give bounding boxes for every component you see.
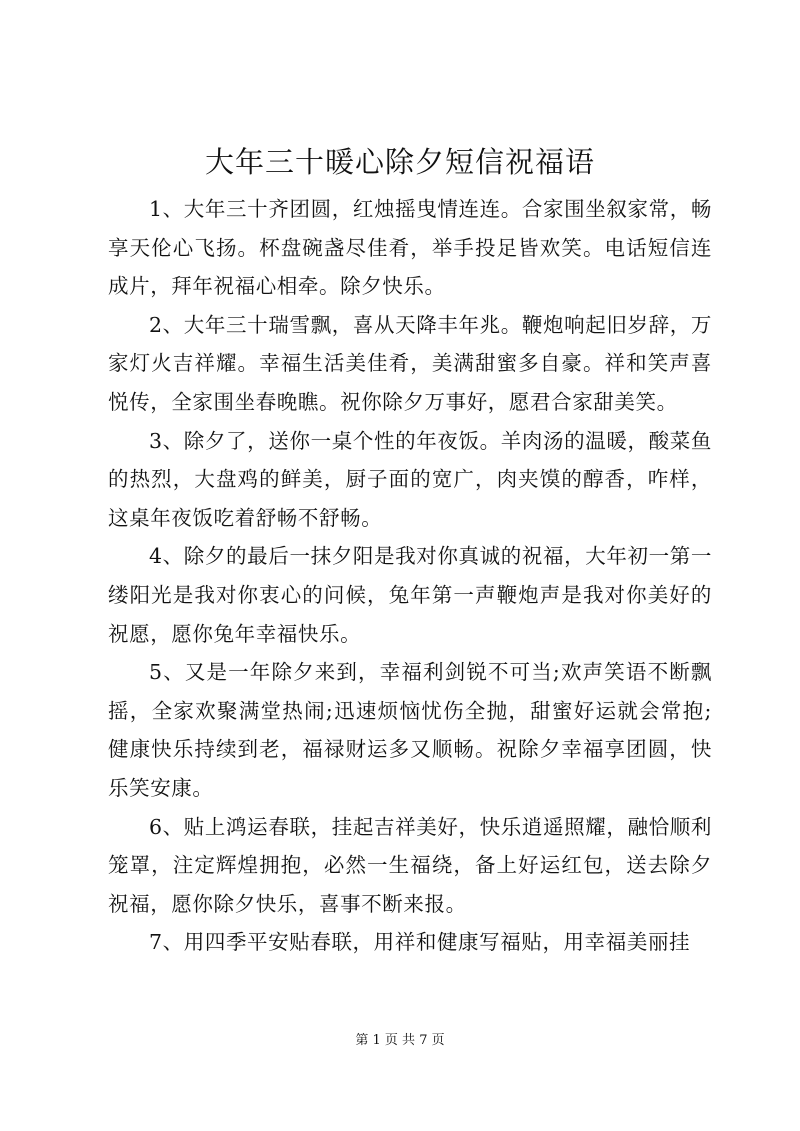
paragraph-2: 2、大年三十瑞雪飘，喜从天降丰年兆。鞭炮响起旧岁辞，万家灯火吉祥耀。幸福生活美佳肴，美满甜蜜多自豪。祥和笑声喜悦传，全家围坐春晚瞧。祝你除夕万事好，愿君合家甜美笑。 [108,312,712,414]
document-body [108,190,712,962]
paragraph-4: 4、除夕的最后一抹夕阳是我对你真诚的祝福，大年初一第一缕阳光是我对你衷心的问候，兔年第一声鞭炮声是我对你美好的祝愿，愿你兔年幸福快乐。 [108,544,712,646]
paragraph-3: 3、除夕了，送你一桌个性的年夜饭。羊肉汤的温暖，酸菜鱼的热烈，大盘鸡的鲜美，厨子面的宽广，肉夹馍的醇香，咋样，这桌年夜饭吃着舒畅不舒畅。 [108,428,712,530]
paragraph-7: 7、用四季平安贴春联，用祥和健康写福贴，用幸福美丽挂 [149,930,691,955]
paragraph-6: 6、贴上鸿运春联，挂起吉祥美好，快乐逍遥照耀，融恰顺利笼罩，注定辉煌拥抱，必然一生福绕，备上好运红包，送去除夕祝福，愿你除夕快乐，喜事不断来报。 [108,814,712,916]
paragraph-1: 1、大年三十齐团圆，红烛摇曳情连连。合家围坐叙家常，畅享天伦心飞扬。杯盘碗盏尽佳肴，举手投足皆欢笑。电话短信连成片，拜年祝福心相牵。除夕快乐。 [108,197,712,299]
page-footer: 第 1 页 共 7 页 [355,1033,445,1048]
paragraph-5: 5、又是一年除夕来到，幸福利剑锐不可当;欢声笑语不断飘摇，全家欢聚满堂热闹;迅速烦恼忧伤全抛，甜蜜好运就会常抱;健康快乐持续到老，福禄财运多又顺畅。祝除夕幸福享团圆，快乐笑安康。 [108,660,712,800]
document-title: 大年三十暖心除夕短信祝福语 [204,145,595,179]
